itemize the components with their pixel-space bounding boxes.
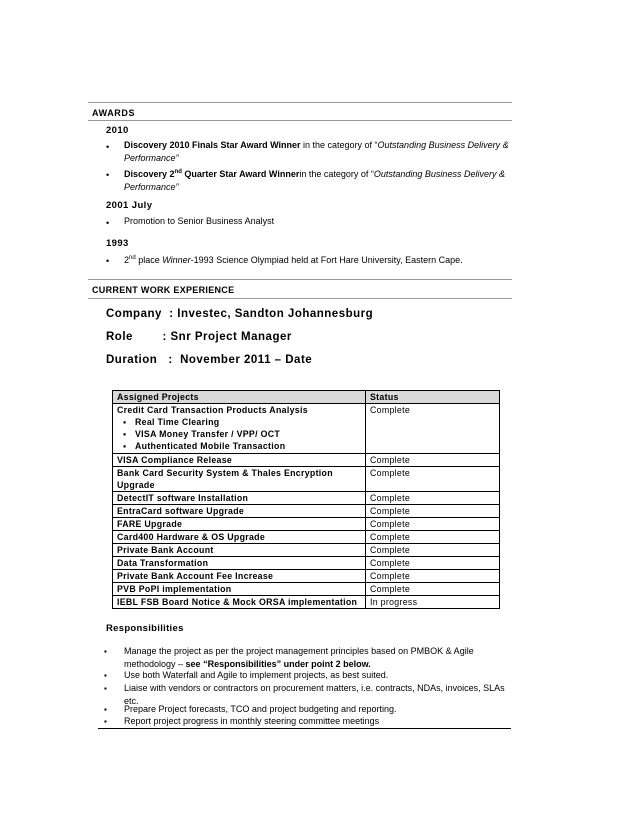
square-bullet-icon: ▪: [104, 717, 107, 726]
award-item: Promotion to Senior Business Analyst: [124, 216, 275, 226]
project-cell: IEBL FSB Board Notice & Mock ORSA implementation: [113, 596, 366, 609]
status-cell: Complete: [366, 544, 500, 557]
divider: [88, 279, 512, 280]
table-row: [113, 454, 500, 467]
award-title: Discovery 2010 Finals Star Award Winner: [124, 140, 301, 150]
status-cell: Complete: [366, 557, 500, 570]
project-cell: Data Transformation: [113, 557, 366, 570]
company-line: Company : Investec, Sandton Johannesburg: [106, 308, 374, 320]
award-text: in the category of “: [299, 169, 374, 179]
status-cell: Complete: [366, 570, 500, 583]
year-2010: 2010: [106, 125, 129, 136]
project-cell: Private Bank Account Fee Increase: [113, 570, 366, 583]
year-2001: 2001 July: [106, 200, 153, 211]
bullet-icon: •: [106, 170, 110, 180]
status-cell: Complete: [366, 454, 500, 467]
table-row: [113, 492, 500, 505]
awards-heading: AWARDS: [92, 108, 136, 118]
role-line: Role : Snr Project Manager: [106, 331, 292, 343]
award-category: Performance”: [124, 153, 179, 163]
bullet-icon: •: [106, 256, 110, 266]
bottom-rule: [98, 728, 511, 729]
divider: [88, 298, 512, 299]
table-row: [113, 518, 500, 531]
status-cell: In progress: [366, 596, 500, 609]
table-row: [113, 583, 500, 596]
responsibilities-heading: Responsibilities: [106, 623, 184, 634]
project-cell: PVB PoPI implementation: [113, 583, 366, 596]
responsibility-item: Prepare Project forecasts, TCO and project budgeting and reporting.: [124, 704, 397, 714]
status-cell: Complete: [366, 518, 500, 531]
table-row: [113, 531, 500, 544]
duration-line: Duration : November 2011 – Date: [106, 354, 313, 366]
project-cell: VISA Compliance Release: [113, 454, 366, 467]
responsibility-item: Report project progress in monthly steering committee meetings: [124, 716, 380, 726]
bullet-icon: •: [106, 218, 110, 228]
divider: [88, 102, 512, 103]
divider: [88, 120, 512, 121]
project-cell: EntraCard software Upgrade: [113, 505, 366, 518]
table-header: [113, 391, 500, 404]
square-bullet-icon: ▪: [123, 429, 127, 439]
status-cell: Complete: [366, 583, 500, 596]
square-bullet-icon: ▪: [123, 441, 127, 451]
award-item: 2nd place Winner-1993 Science Olympiad held at Fort Hare University, Eastern Cape.: [124, 255, 463, 265]
status-cell: Complete: [366, 467, 500, 492]
award-item: [124, 166, 554, 194]
status-cell: Complete: [366, 492, 500, 505]
award-item: [124, 139, 554, 165]
square-bullet-icon: ▪: [104, 647, 107, 656]
table-row: [113, 570, 500, 583]
responsibility-item: Use both Waterfall and Agile to implement projects, as best suited.: [124, 670, 389, 680]
table-row: [113, 467, 500, 492]
square-bullet-icon: ▪: [123, 417, 127, 427]
square-bullet-icon: ▪: [104, 671, 107, 680]
project-cell: Bank Card Security System & Thales Encryption Upgrade: [113, 467, 366, 492]
responsibility-item: Manage the project as per the project management principles based on PMBOK & Agile methodology – see “Responsibilities” under point 2 below.: [124, 646, 474, 669]
projects-table: [112, 390, 500, 609]
bullet-icon: •: [106, 142, 110, 152]
project-cell: Card400 Hardware & OS Upgrade: [113, 531, 366, 544]
project-cell: DetectIT software Installation: [113, 492, 366, 505]
work-heading: CURRENT WORK EXPERIENCE: [92, 285, 235, 295]
responsibility-item: Liaise with vendors or contractors on procurement matters, i.e. contracts, NDAs, invoices, SLAs etc.: [124, 683, 505, 706]
project-cell: Private Bank Account: [113, 544, 366, 557]
award-category: Outstanding Business Delivery &: [373, 169, 505, 179]
status-cell: Complete: [366, 531, 500, 544]
award-title: Discovery 2nd Quarter Star Award Winner: [124, 169, 300, 179]
table-row: [113, 404, 500, 454]
column-header-status: Status: [366, 391, 500, 404]
square-bullet-icon: ▪: [104, 705, 107, 714]
status-cell: Complete: [366, 505, 500, 518]
project-cell: Credit Card Transaction Products Analysis ▪ Real Time Clearing ▪ VISA Money Transfer / VPP/ OCT ▪ Authenticated Mobile Transaction: [113, 404, 366, 454]
table-row: [113, 544, 500, 557]
table-row: [113, 557, 500, 570]
award-category: Performance”: [124, 182, 179, 192]
column-header-projects: Assigned Projects: [113, 391, 366, 404]
table-row: [113, 505, 500, 518]
status-cell: Complete: [366, 404, 500, 454]
award-category: Outstanding Business Delivery &: [377, 140, 509, 150]
year-1993: 1993: [106, 238, 129, 249]
table-row: [113, 596, 500, 609]
square-bullet-icon: ▪: [104, 684, 107, 693]
award-text: in the category of “: [300, 140, 378, 150]
project-cell: FARE Upgrade: [113, 518, 366, 531]
